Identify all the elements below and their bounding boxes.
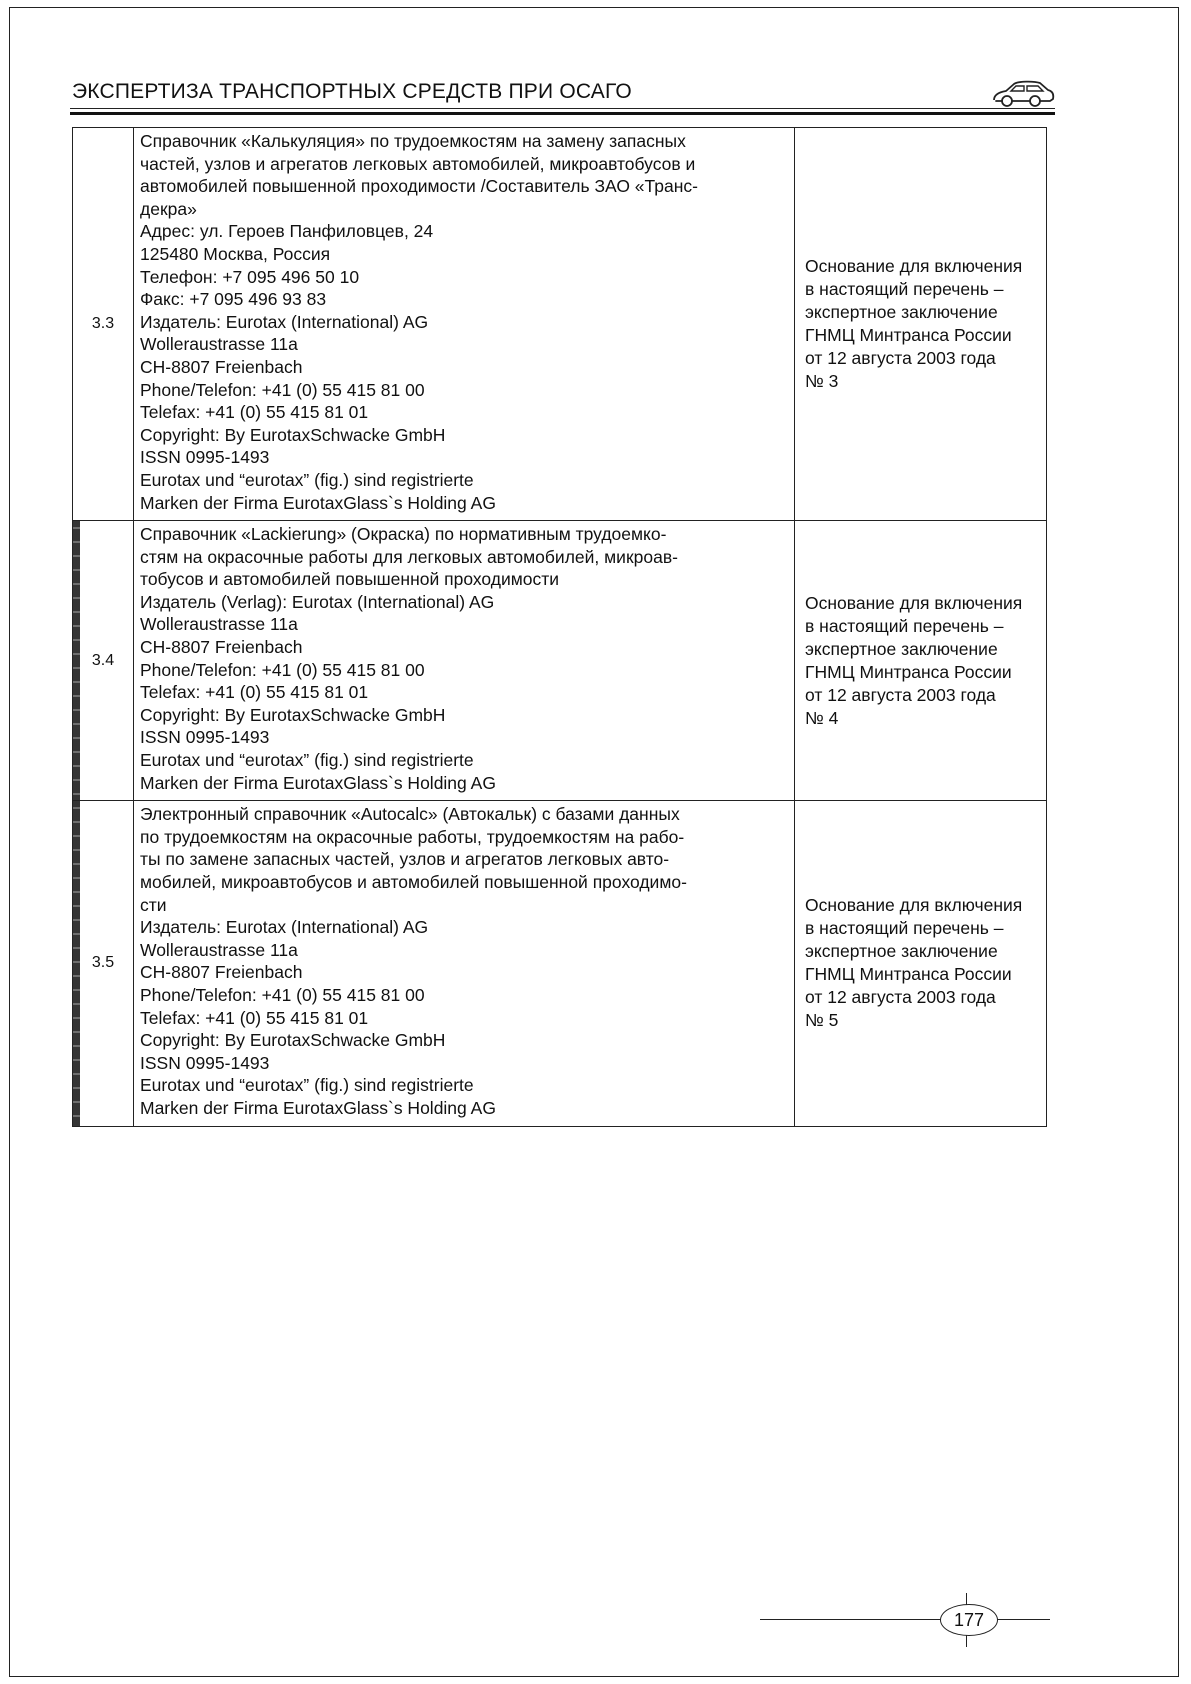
basis-line: Основание для включения (805, 592, 1023, 613)
table-row (73, 521, 1047, 801)
basis-line: экспертное заключение (805, 941, 998, 962)
description-line: Электронный справочник «Autocalc» (Автокальк) с базами данных (140, 804, 680, 825)
description-line: Phone/Telefon: +41 (0) 55 415 81 00 (140, 984, 425, 1005)
description-line: сти (140, 894, 167, 915)
description-line: Copyright: By EurotaxSchwacke GmbH (140, 424, 446, 445)
description-line: Telefax: +41 (0) 55 415 81 01 (140, 682, 369, 703)
description-line: Телефон: +7 095 496 50 10 (140, 266, 360, 287)
row-number-cell (73, 128, 134, 521)
header-rule (70, 108, 1055, 109)
description-line: Marken der Firma EurotaxGlass`s Holding AG (140, 772, 496, 793)
description-line: CH-8807 Freienbach (140, 356, 303, 377)
description-line: Eurotax und “eurotax” (fig.) sind registrierte (140, 750, 474, 771)
basis-line: № 3 (805, 371, 839, 392)
table-row (73, 128, 1047, 521)
basis-cell (795, 128, 1047, 521)
basis-line: ГНМЦ Минтранса России (805, 964, 1012, 985)
description-line: ISSN 0995-1493 (140, 447, 270, 468)
description-line: частей, узлов и агрегатов легковых автомобилей, микроавтобусов и (140, 153, 696, 174)
basis-line: в настоящий перечень – (805, 279, 1004, 300)
scan-margin-shadow (73, 521, 80, 800)
basis-line: ГНМЦ Минтранса России (805, 325, 1012, 346)
basis-line: экспертное заключение (805, 638, 998, 659)
description-line: Справочник «Калькуляция» по трудоемкостям на замену запасных (140, 131, 686, 151)
description-line: по трудоемкостям на окрасочные работы, трудоемкостям на рабо- (140, 826, 685, 847)
description-line: Издатель: Eurotax (International) AG (140, 311, 429, 332)
basis-line: ГНМЦ Минтранса России (805, 661, 1012, 682)
basis-line: экспертное заключение (805, 302, 998, 323)
running-header-title: ЭКСПЕРТИЗА ТРАНСПОРТНЫХ СРЕДСТВ ПРИ ОСАГО (72, 80, 632, 103)
description-line: CH-8807 Freienbach (140, 637, 303, 658)
description-line: мобилей, микроавтобусов и автомобилей повышенной проходимо- (140, 872, 687, 892)
description-line: ISSN 0995-1493 (140, 1052, 270, 1073)
basis-line: Основание для включения (805, 895, 1023, 916)
car-icon (990, 78, 1056, 110)
description-line: Справочник «Lackierung» (Окраска) по нормативным трудоемко- (140, 524, 667, 545)
basis-line: Основание для включения (805, 256, 1023, 277)
description-line: Издатель (Verlag): Eurotax (International) AG (140, 591, 495, 612)
description-line: Eurotax und “eurotax” (fig.) sind registrierte (140, 1075, 474, 1096)
description-line: автомобилей повышенной проходимости /Составитель ЗАО «Транс- (140, 176, 698, 197)
description-line: Copyright: By EurotaxSchwacke GmbH (140, 1030, 446, 1051)
description-cell (134, 128, 795, 521)
footer-rule (760, 1619, 1050, 1620)
description-line: Eurotax und “eurotax” (fig.) sind registrierte (140, 469, 474, 490)
description-line: 125480 Москва, Россия (140, 243, 331, 264)
page-number: 177 (940, 1604, 998, 1636)
row-number: 3.4 (91, 651, 115, 669)
description-line: Адрес: ул. Героев Панфиловцев, 24 (140, 221, 434, 242)
description-cell (134, 801, 795, 1126)
basis-line: от 12 августа 2003 года (805, 684, 996, 705)
catalog-table (72, 127, 1047, 1127)
table-row (73, 801, 1047, 1126)
row-number: 3.5 (91, 954, 115, 972)
description-cell (134, 521, 795, 801)
header-rule-thick (70, 112, 1055, 115)
description-line: Copyright: By EurotaxSchwacke GmbH (140, 704, 446, 725)
description-line: Wolleraustrasse 11a (140, 939, 298, 960)
basis-line: в настоящий перечень – (805, 918, 1004, 939)
row-number-cell (73, 521, 134, 801)
description-line: Факс: +7 095 496 93 83 (140, 289, 327, 310)
description-line: Marken der Firma EurotaxGlass`s Holding AG (140, 1097, 496, 1118)
description-line: ты по замене запасных частей, узлов и агрегатов легковых авто- (140, 849, 670, 870)
description-line: ISSN 0995-1493 (140, 727, 270, 748)
scan-margin-shadow (73, 801, 80, 1125)
basis-cell (795, 801, 1047, 1126)
description-line: Telefax: +41 (0) 55 415 81 01 (140, 1007, 369, 1028)
description-line: Phone/Telefon: +41 (0) 55 415 81 00 (140, 379, 425, 400)
description-line: CH-8807 Freienbach (140, 962, 303, 983)
basis-cell (795, 521, 1047, 801)
basis-line: № 4 (805, 707, 839, 728)
basis-line: № 5 (805, 1010, 839, 1031)
description-line: Wolleraustrasse 11a (140, 614, 298, 635)
description-line: Phone/Telefon: +41 (0) 55 415 81 00 (140, 659, 425, 680)
row-number: 3.3 (91, 315, 115, 333)
description-line: Marken der Firma EurotaxGlass`s Holding AG (140, 492, 496, 513)
description-line: тобусов и автомобилей повышенной проходимости (140, 569, 560, 590)
basis-line: от 12 августа 2003 года (805, 987, 996, 1008)
description-line: Wolleraustrasse 11a (140, 334, 298, 355)
description-line: Издатель: Eurotax (International) AG (140, 917, 429, 938)
description-line: стям на окрасочные работы для легковых автомобилей, микроав- (140, 546, 678, 567)
basis-line: от 12 августа 2003 года (805, 348, 996, 369)
description-line: декра» (140, 198, 197, 219)
basis-line: в настоящий перечень – (805, 615, 1004, 636)
row-number-cell (73, 801, 134, 1126)
description-line: Telefax: +41 (0) 55 415 81 01 (140, 402, 369, 423)
